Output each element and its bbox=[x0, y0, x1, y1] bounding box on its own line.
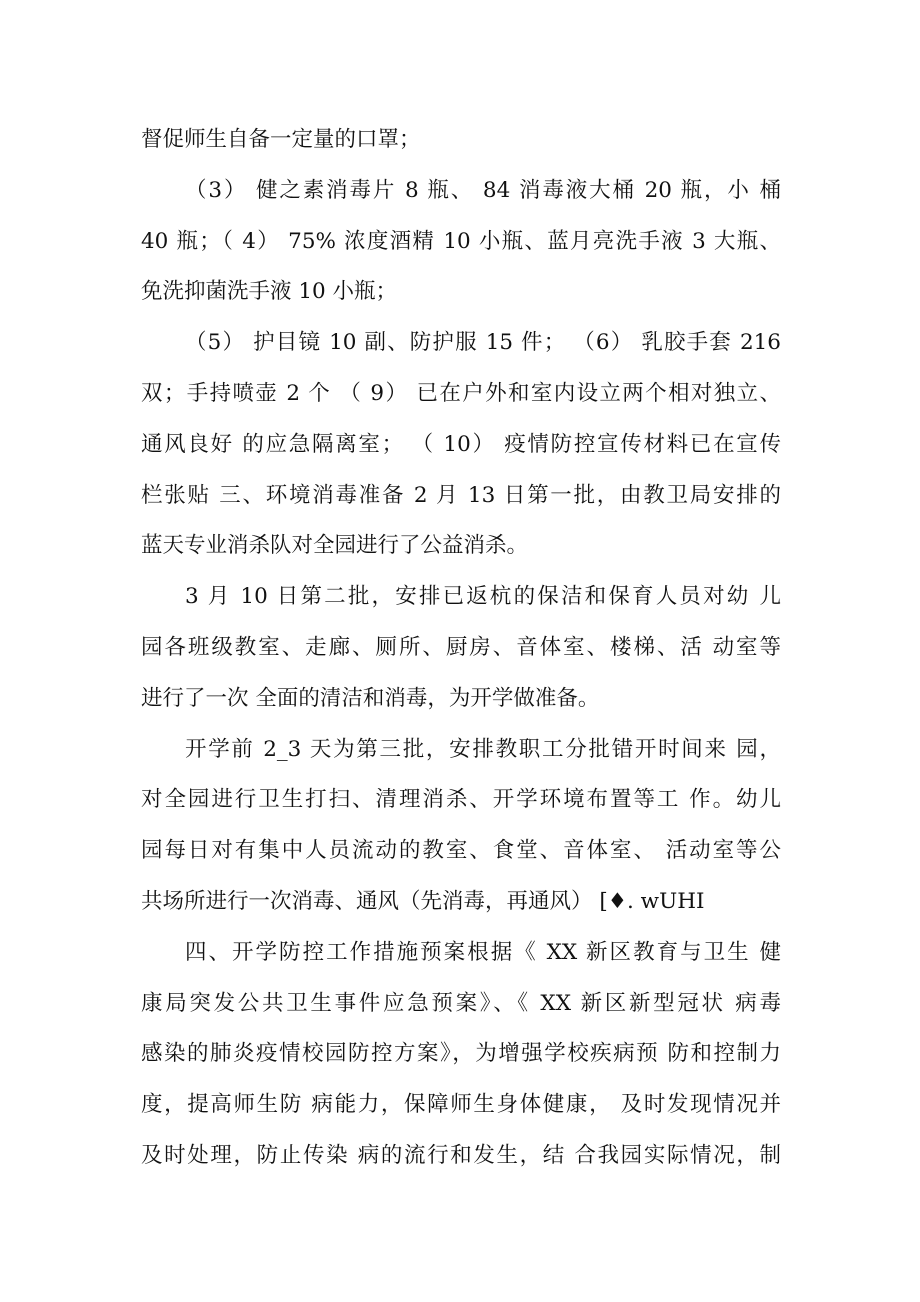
text-line: 栏张贴 三、环境消毒准备 2 月 13 日第一批，由教卫局安排的 bbox=[141, 482, 781, 508]
text-line: 园各班级教室、走廊、厕所、厨房、音体室、楼梯、活 动室等 bbox=[141, 634, 781, 660]
paragraph-5 bbox=[141, 725, 781, 928]
text-line: 进行了一次 全面的清洁和消毒，为开学做准备。 bbox=[141, 685, 600, 711]
text-line: 共场所进行一次消毒、通风（先消毒，再通风） [♦. wUHI bbox=[141, 888, 705, 914]
paragraph-3 bbox=[141, 318, 781, 572]
paragraph-6 bbox=[141, 928, 781, 1182]
document-body bbox=[141, 115, 781, 1182]
paragraph-4 bbox=[141, 572, 781, 724]
text-line: 四、开学防控工作措施预案根据《 XX 新区教育与卫生 健 bbox=[185, 939, 781, 965]
text-line: （5） 护目镜 10 副、防护服 15 件； （6） 乳胶手套 216 bbox=[185, 330, 781, 356]
text-line: 通风良好 的应急隔离室； （ 10） 疫情防控宣传材料已在宣传 bbox=[141, 431, 781, 457]
text-line: 3 月 10 日第二批，安排已返杭的保洁和保育人员对幼 儿 bbox=[185, 584, 781, 610]
text-line: 双；手持喷壶 2 个 （ 9） 已在户外和室内设立两个相对独立、 bbox=[141, 380, 781, 406]
text-line: 免洗抑菌洗手液 10 小瓶； bbox=[141, 279, 398, 305]
paragraph-1 bbox=[141, 115, 781, 166]
paragraph-2 bbox=[141, 166, 781, 318]
text-line: 对全园进行卫生打扫、清理消杀、开学环境布置等工 作。幼儿 bbox=[141, 787, 781, 813]
text-line: （3） 健之素消毒片 8 瓶、 84 消毒液大桶 20 瓶，小 桶 bbox=[185, 177, 781, 203]
text-line: 督促师生自备一定量的口罩； bbox=[141, 127, 421, 152]
text-line: 蓝天专业消杀队对全园进行了公益消杀。 bbox=[141, 533, 529, 559]
text-line: 度，提高师生防 病能力，保障师生身体健康， 及时发现情况并 bbox=[141, 1092, 781, 1118]
text-line: 开学前 2_3 天为第三批，安排教职工分批错开时间来 园， bbox=[185, 736, 781, 762]
text-line: 康局突发公共卫生事件应急预案》、《 XX 新区新型冠状 病毒 bbox=[141, 990, 781, 1016]
text-line: 感染的肺炎疫情校园防控方案》，为增强学校疾病预 防和控制力 bbox=[141, 1041, 781, 1067]
text-line: 40 瓶；（ 4） 75% 浓度酒精 10 小瓶、蓝月亮洗手液 3 大瓶、 bbox=[141, 228, 781, 254]
text-line: 园每日对有集中人员流动的教室、食堂、音体室、 活动室等公 bbox=[141, 838, 781, 864]
text-line: 及时处理，防止传染 病的流行和发生，结 合我园实际情况，制 bbox=[141, 1142, 781, 1168]
